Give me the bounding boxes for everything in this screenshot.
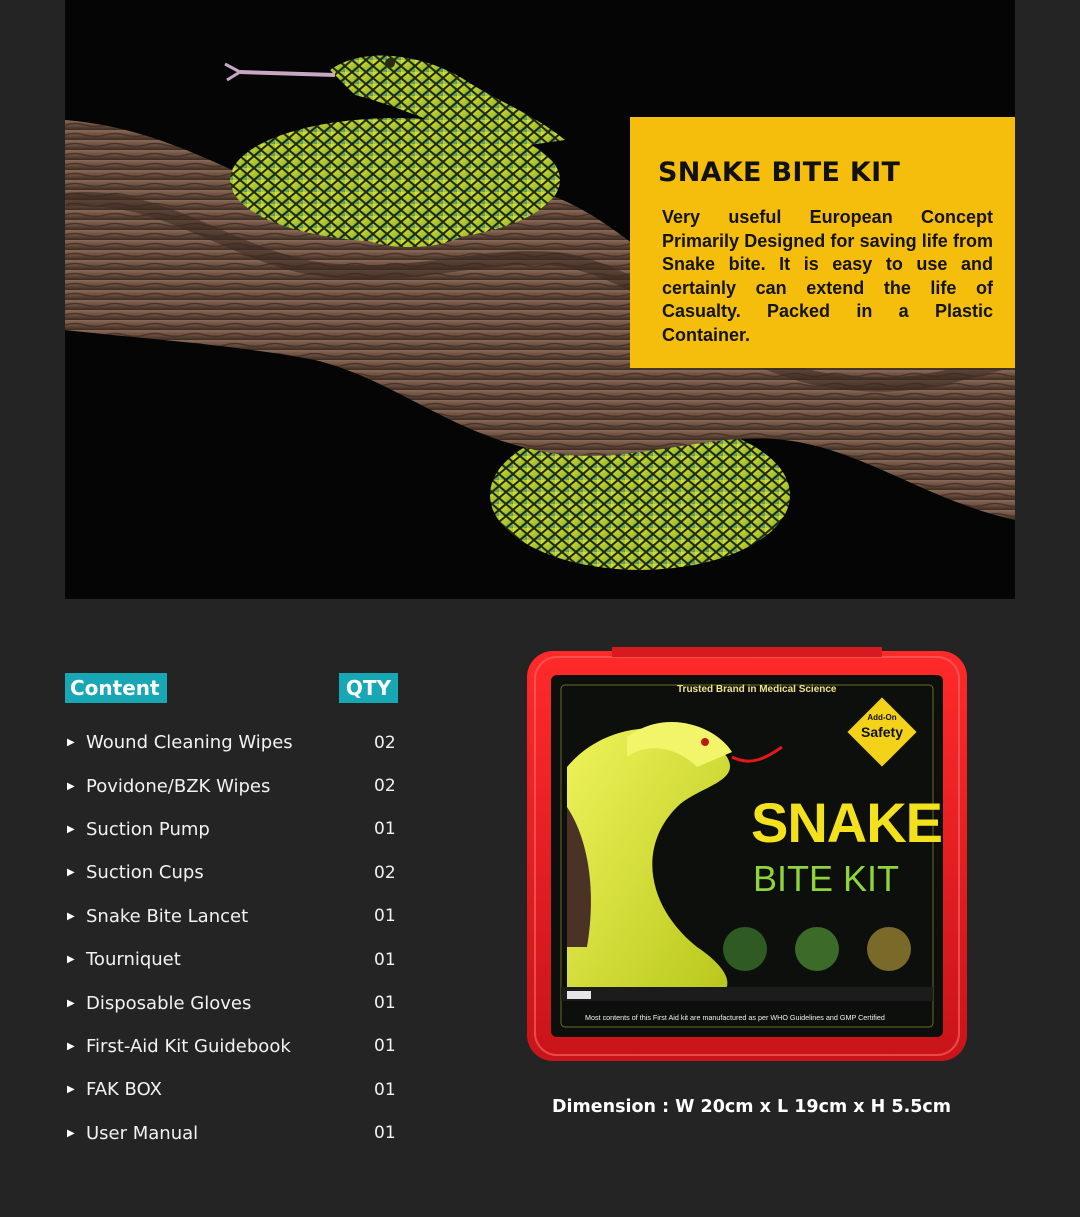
triangle-bullet-icon: ▶: [67, 1127, 75, 1139]
item-name: Tourniquet: [86, 949, 181, 971]
item-name: First-Aid Kit Guidebook: [86, 1035, 291, 1057]
triangle-bullet-icon: ▶: [67, 737, 75, 749]
item-name: Suction Pump: [86, 818, 210, 840]
list-item: [65, 1025, 405, 1068]
item-qty: 01: [374, 819, 396, 840]
triangle-bullet-icon: ▶: [67, 954, 75, 966]
item-name: FAK BOX: [86, 1079, 162, 1101]
page-title: SNAKE BITE KIT: [658, 157, 901, 188]
item-name: User Manual: [86, 1122, 199, 1144]
item-qty: 01: [374, 906, 396, 927]
brand-logo-line1: Add-On: [867, 713, 897, 722]
item-name: Suction Cups: [86, 862, 204, 884]
list-item: [65, 851, 405, 894]
item-name: Snake Bite Lancet: [86, 905, 249, 927]
list-item: [65, 1068, 405, 1111]
dimension-text: Dimension : W 20cm x L 19cm x H 5.5cm: [552, 1097, 952, 1117]
item-qty: 02: [374, 776, 396, 797]
case-tagline: Trusted Brand in Medical Science: [677, 684, 837, 695]
product-description: Very useful European Concept Primarily Designed for saving life from Snake bite. It is easy to use and certainly can extend the life of Casualty. Packed in a Plastic Container.: [662, 207, 993, 345]
brand-logo-line2: Safety: [860, 724, 904, 740]
item-qty: 01: [374, 1079, 396, 1100]
case-footer-note: Most contents of this First Aid kit are manufactured as per WHO Guidelines and GMP Certified: [585, 1013, 885, 1022]
info-box: [630, 117, 1015, 368]
item-qty: 02: [374, 862, 396, 883]
triangle-bullet-icon: ▶: [67, 997, 75, 1009]
item-name: Povidone/BZK Wipes: [86, 775, 271, 797]
triangle-bullet-icon: ▶: [67, 1040, 75, 1052]
kit-case-illustration: [527, 647, 969, 1065]
item-name: Disposable Gloves: [86, 992, 252, 1014]
item-qty: 01: [374, 1036, 396, 1057]
case-product-name-line1: SNAKE: [751, 791, 943, 854]
item-qty: 01: [374, 1123, 396, 1144]
list-item: [65, 981, 405, 1024]
triangle-bullet-icon: ▶: [67, 823, 75, 835]
list-item: [65, 1112, 405, 1155]
item-qty: 01: [374, 993, 396, 1014]
content-column-header: Content: [65, 673, 167, 703]
triangle-bullet-icon: ▶: [67, 1084, 75, 1096]
triangle-bullet-icon: ▶: [67, 910, 75, 922]
triangle-bullet-icon: ▶: [67, 867, 75, 879]
item-name: Wound Cleaning Wipes: [86, 732, 293, 754]
contents-list: [65, 721, 405, 1155]
list-item: [65, 721, 405, 764]
case-product-name-line2: BITE KIT: [753, 858, 900, 899]
hero-banner: [65, 0, 1015, 599]
list-item: [65, 895, 405, 938]
qty-column-header: QTY: [339, 673, 398, 703]
triangle-bullet-icon: ▶: [67, 780, 75, 792]
list-item: [65, 808, 405, 851]
list-item: [65, 764, 405, 807]
item-qty: 02: [374, 732, 396, 753]
list-item: [65, 938, 405, 981]
product-image: [527, 647, 969, 1065]
item-qty: 01: [374, 949, 396, 970]
